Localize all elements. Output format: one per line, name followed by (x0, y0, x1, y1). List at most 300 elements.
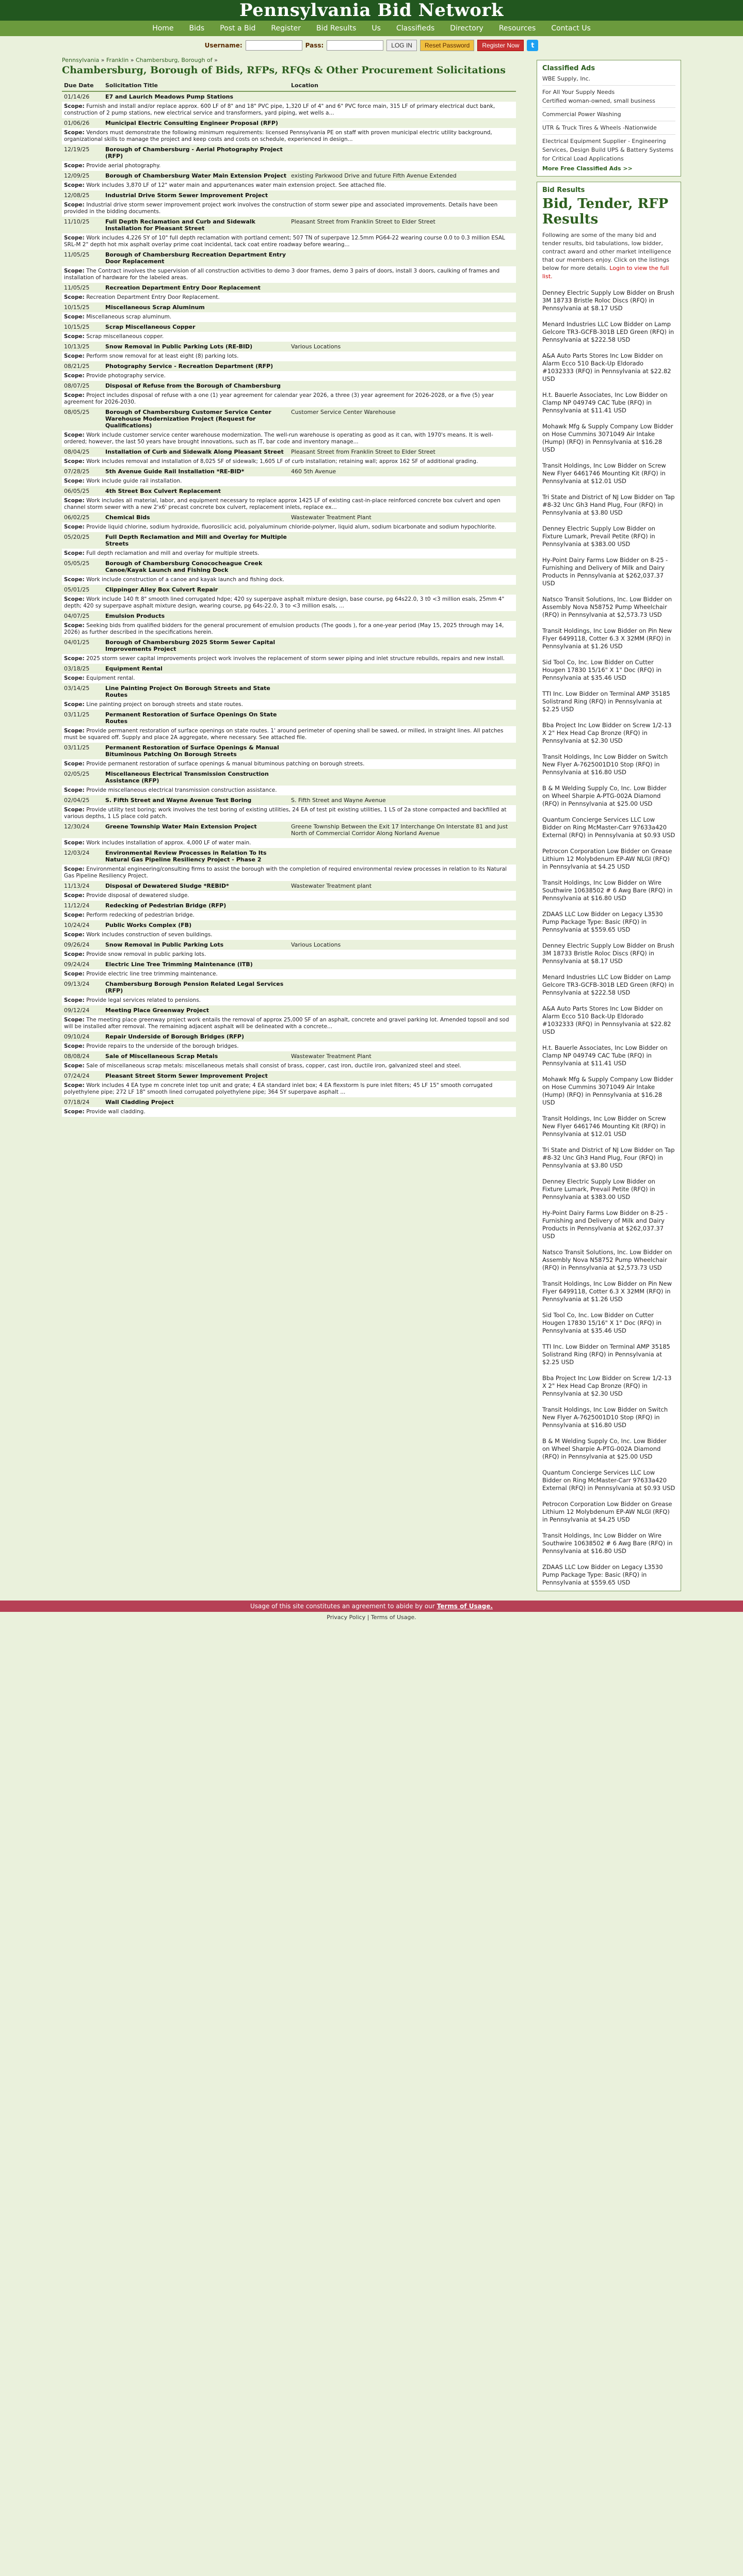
classified-ads-title[interactable]: Classified Ads (542, 65, 595, 72)
scope-row (62, 621, 516, 637)
scope-cell (62, 910, 516, 920)
scope-row (62, 293, 516, 302)
solicitation-title-link[interactable]: Miscellaneous Scrap Aluminum (105, 304, 205, 311)
solicitation-title-cell (103, 901, 289, 910)
bid-result-entry[interactable]: Tri State and District of NJ Low Bidder on Tap #8-32 Unc Gh3 Hand Plug, Four (RFQ) in Pennsylvania at $3.80 USD (542, 493, 675, 516)
bid-result-entry[interactable]: Natsco Transit Solutions, Inc. Low Bidder on Assembly Nova N58752 Pump Wheelchair (RFQ) in Pennsylvania at $2,573.73 USD (542, 1249, 672, 1271)
table-row (62, 91, 516, 102)
bid-result-entry[interactable]: H.t. Bauerle Associates, Inc Low Bidder on Clamp NP 049749 CAC Tube (RFQ) in Pennsylvania at $11.41 USD (542, 1044, 668, 1067)
site-title[interactable]: Pennsylvania Bid Network (239, 0, 504, 21)
classified-ad-item[interactable]: Commercial Power Washing (542, 111, 621, 118)
scope-label: Scope: (64, 675, 85, 681)
scope-row (62, 266, 516, 283)
solicitation-title-link[interactable]: Photography Service - Recreation Department (RFP) (105, 363, 273, 370)
solicitation-title-link[interactable]: Borough of Chambersburg Customer Service Center Warehouse Modernization Project (Request for Qualifications) (105, 409, 271, 429)
scope-text: Vendors must demonstrate the following minimum requirements: licensed Pennsylvania PE on staff with proven municipal electric utility background, organizational skills to manage the project and keep costs and costs on schedule, experienced in design... (64, 130, 492, 142)
scope-row (62, 786, 516, 795)
site-header (0, 0, 743, 21)
solicitation-title-link[interactable]: Borough of Chambersburg 2025 Storm Sewer Capital Improvements Project (105, 639, 276, 652)
solicitation-title-link[interactable]: Full Depth Reclamation and Mill and Overlay for Multiple Streets (105, 534, 287, 547)
bid-result-entry[interactable]: Denney Electric Supply Low Bidder on Fixture Lumark, Prevail Petite (RFQ) in Pennsylvania at $383.00 USD (542, 525, 655, 548)
scope-cell (62, 522, 516, 532)
bid-result-entry[interactable]: Transit Holdings, Inc Low Bidder on Switch New Flyer A-7625001D10 Stop (RFQ) in Pennsylvania at $16.80 USD (542, 1406, 668, 1429)
scope-label: Scope: (64, 1043, 85, 1049)
scope-label: Scope: (64, 130, 85, 136)
table-row (62, 743, 516, 759)
solicitation-title-link[interactable]: Repair Underside of Borough Bridges (RFP) (105, 1033, 244, 1040)
solicitation-title-link[interactable]: Meeting Place Greenway Project (105, 1007, 209, 1014)
scope-label: Scope: (64, 103, 85, 109)
more-classifieds-link[interactable]: More Free Classified Ads >> (542, 165, 633, 172)
scope-text: Recreation Department Entry Door Replacement. (86, 294, 220, 300)
solicitation-title-cell (103, 1051, 289, 1061)
due-date: 03/14/25 (62, 683, 103, 700)
solicitation-title-link[interactable]: S. Fifth Street and Wayne Avenue Test Boring (105, 797, 252, 804)
scope-cell (62, 700, 516, 710)
nav-item-post-a-bid[interactable]: Post a Bid (220, 24, 256, 33)
scope-text: Sale of miscellaneous scrap metals: miscellaneous metals shall consist of brass, copper, cast iron, ductile iron, galvanized steel and steel. (86, 1063, 461, 1069)
scope-cell (62, 674, 516, 683)
solicitation-title-link[interactable]: Snow Removal in Public Parking Lots (105, 941, 224, 948)
solicitation-title-cell (103, 361, 289, 371)
scope-text: Scrap miscellaneous copper. (86, 333, 164, 340)
scope-label: Scope: (64, 892, 85, 899)
scope-label: Scope: (64, 951, 85, 957)
due-date: 02/04/25 (62, 795, 103, 805)
solicitations-table (62, 80, 516, 1117)
bid-result-entry[interactable]: Mohawk Mfg & Supply Company Low Bidder on Hose Cummins 3071049 Air Intake (Hump) (RFQ) in Pennsylvania at $16.28 USD (542, 1076, 673, 1106)
location (289, 145, 516, 161)
location (289, 1071, 516, 1081)
bid-result-entry[interactable]: ZDAAS LLC Low Bidder on Legacy L3530 Pump Package Type: Basic (RFQ) in Pennsylvania at $559.65 USD (542, 910, 663, 933)
scope-text: 2025 storm sewer capital improvements project work involves the replacement of storm sewer piping and inlet structure rebuilds, repairs and new install. (86, 655, 505, 662)
solicitation-title-link[interactable]: Full Depth Reclamation and Curb and Sidewalk Installation for Pleasant Street (105, 218, 255, 232)
scope-row (62, 430, 516, 447)
solicitation-title-link[interactable]: Borough of Chambersburg Water Main Extension Project (105, 172, 287, 179)
table-row (62, 848, 516, 865)
solicitation-title-link[interactable]: Electric Line Tree Trimming Maintenance (ITB) (105, 961, 253, 968)
solicitation-title-link[interactable]: Sale of Miscellaneous Scrap Metals (105, 1053, 218, 1060)
scope-cell (62, 293, 516, 302)
solicitation-title-cell (103, 558, 289, 575)
scope-label: Scope: (64, 971, 85, 977)
bid-result-entry[interactable]: Transit Holdings, Inc Low Bidder on Wire Southwire 10638502 # 6 Awg Bare (RFQ) in Pennsylvania at $16.80 USD (542, 879, 673, 902)
privacy-policy-link[interactable]: Privacy Policy (327, 1614, 366, 1621)
login-button[interactable]: LOG IN (386, 40, 417, 51)
location: Pleasant Street from Franklin Street to Elder Street (289, 217, 516, 233)
bid-result-entry[interactable]: Hy-Point Dairy Farms Low Bidder on 8-25 - Furnishing and Delivery of Milk and Dairy Products in Pennsylvania at $262,037.37 USD (542, 1209, 668, 1240)
footer-links (0, 1612, 743, 1623)
table-row (62, 342, 516, 351)
location (289, 118, 516, 128)
scope-label: Scope: (64, 478, 85, 484)
scope-cell (62, 312, 516, 322)
solicitation-title-link[interactable]: Chemical Bids (105, 514, 150, 521)
solicitation-title-link[interactable]: Emulsion Products (105, 613, 165, 619)
location (289, 1097, 516, 1107)
scope-text: The meeting place greenway project work entails the removal of approx 25,000 SF of an asphalt, concrete and gravel parking lot. Amended topsoil and sod will be installed after removal. The remaining adjacent asphalt will be delineated with a concrete... (64, 1017, 509, 1030)
bid-result-entry[interactable]: H.t. Bauerle Associates, Inc Low Bidder on Clamp NP 049749 CAC Tube (RFQ) in Pennsylvania at $11.41 USD (542, 391, 668, 414)
breadcrumb-agency[interactable]: Chambersburg, Borough of (135, 57, 213, 63)
breadcrumb: Pennsylvania » Franklin » Chambersburg, Borough of » (62, 57, 218, 63)
scope-cell (62, 805, 516, 822)
column-header-title: Solicitation Title (103, 80, 289, 91)
solicitation-title-link[interactable]: Municipal Electric Consulting Engineer Proposal (RFP) (105, 120, 278, 126)
bid-result-entry[interactable]: Sid Tool Co, Inc. Low Bidder on Cutter Hougen 17830 15/16" X 1" Doc (RFQ) in Pennsylvania at $35.46 USD (542, 1311, 662, 1334)
scope-label: Scope: (64, 163, 85, 169)
table-row (62, 532, 516, 549)
footer-usage-bar (0, 1601, 743, 1612)
bid-result-entry[interactable]: Transit Holdings, Inc Low Bidder on Pin New Flyer 6499118, Cotter 6.3 X 32MM (RFQ) in Pennsylvania at $1.26 USD (542, 627, 672, 650)
scope-row (62, 969, 516, 979)
scope-cell (62, 200, 516, 217)
bid-result-entry[interactable]: Quantum Concierge Services LLC Low Bidder on Ring McMaster-Carr 97633a420 External (RFQ) in Pennsylvania at $0.93 USD (542, 1469, 675, 1492)
scope-cell (62, 351, 516, 361)
bid-result-entry[interactable]: Bba Project Inc Low Bidder on Screw 1/2-13 X 2" Hex Head Cap Bronze (RFQ) in Pennsylvania at $2.30 USD (542, 722, 672, 744)
due-date: 08/21/25 (62, 361, 103, 371)
location (289, 979, 516, 996)
solicitation-title-cell (103, 447, 289, 457)
table-row (62, 283, 516, 293)
bid-result-entry[interactable]: Hy-Point Dairy Farms Low Bidder on 8-25 - Furnishing and Delivery of Milk and Dairy Products in Pennsylvania at $262,037.37 USD (542, 556, 668, 587)
bid-result-entry[interactable]: Petrocon Corporation Low Bidder on Grease Lithium 12 Molybdenum EP-AW NLGI (RFQ) in Pennsylvania at $4.25 USD (542, 1500, 672, 1523)
table-row (62, 322, 516, 332)
scope-cell (62, 496, 516, 513)
reset-password-button[interactable]: Reset Password (420, 40, 474, 51)
bid-result-entry[interactable]: Transit Holdings, Inc Low Bidder on Screw New Flyer 6461746 Mounting Kit (RFQ) in Pennsylvania at $12.01 USD (542, 462, 666, 485)
solicitation-title-cell (103, 145, 289, 161)
breadcrumb-state[interactable]: Pennsylvania (62, 57, 100, 63)
scope-text: Provide liquid chlorine, sodium hydroxide, fluorosilicic acid, polyaluminum chloride-polymer, liquid alum, sodium bicarbonate and sodium hypochlorite. (86, 524, 496, 530)
location (289, 361, 516, 371)
scope-cell (62, 266, 516, 283)
scope-label: Scope: (64, 392, 85, 398)
due-date: 10/24/24 (62, 920, 103, 930)
solicitation-title-link[interactable]: Scrap Miscellaneous Copper (105, 324, 196, 330)
solicitation-title-link[interactable]: Borough of Chambersburg Recreation Department Entry Door Replacement (105, 251, 286, 265)
solicitation-title-link[interactable]: Installation of Curb and Sidewalk Along Pleasant Street (105, 449, 284, 455)
scope-text: Provide photography service. (86, 373, 166, 379)
scope-row (62, 391, 516, 407)
scope-row (62, 351, 516, 361)
solicitation-title-link[interactable]: E7 and Laurich Meadows Pump Stations (105, 93, 234, 100)
solicitation-title-link[interactable]: Redecking of Pedestrian Bridge (RFP) (105, 902, 227, 909)
table-row (62, 683, 516, 700)
location (289, 190, 516, 200)
scope-cell (62, 575, 516, 585)
scope-row (62, 838, 516, 848)
scope-text: Work includes construction of seven buildings. (86, 932, 213, 938)
breadcrumb-county[interactable]: Franklin (106, 57, 129, 63)
divider (542, 85, 675, 86)
scope-text: Provide permanent restoration of surface openings & manual bituminous patching on borough streets. (86, 761, 365, 767)
username-label: Username: (204, 42, 243, 49)
due-date: 04/07/25 (62, 611, 103, 621)
scope-text: Miscellaneous scrap aluminum. (86, 314, 172, 320)
table-row (62, 920, 516, 930)
scope-row (62, 700, 516, 710)
scope-label: Scope: (64, 622, 85, 629)
due-date: 09/10/24 (62, 1032, 103, 1042)
nav-item-bids[interactable]: Bids (189, 24, 205, 33)
scope-text: Work includes all material, labor, and equipment necessary to replace approx 1425 LF of existing cast-in-place reinforced concrete box culvert and open channel storm sewer with a new 2'x6' precast concrete box culvert, replacement inlets, replace ex... (64, 498, 500, 510)
bid-result-entry[interactable]: Transit Holdings, Inc Low Bidder on Wire Southwire 10638502 # 6 Awg Bare (RFQ) in Pennsylvania at $16.80 USD (542, 1532, 673, 1555)
due-date: 05/01/25 (62, 585, 103, 595)
solicitation-title-link[interactable]: 4th Street Box Culvert Replacement (105, 488, 221, 494)
column-header-due-date: Due Date (62, 80, 103, 91)
solicitation-title-cell (103, 407, 289, 430)
table-row (62, 1005, 516, 1015)
scope-text: Full depth reclamation and mill and overlay for multiple streets. (86, 550, 260, 556)
solicitation-title-cell (103, 611, 289, 621)
solicitation-title-link[interactable]: Permanent Restoration of Surface Openings & Manual Bituminous Patching On Borough Streets (105, 744, 279, 758)
nav-item-bid-results[interactable]: Bid Results (316, 24, 357, 33)
nav-item-us[interactable]: Us (372, 24, 381, 33)
bid-result-entry[interactable]: Tri State and District of NJ Low Bidder on Tap #8-32 Unc Gh3 Hand Plug, Four (RFQ) in Pennsylvania at $3.80 USD (542, 1146, 675, 1169)
bid-result-entry[interactable]: Transit Holdings, Inc Low Bidder on Pin New Flyer 6499118, Cotter 6.3 X 32MM (RFQ) in Pennsylvania at $1.26 USD (542, 1280, 672, 1303)
scope-cell (62, 1107, 516, 1117)
register-now-button[interactable]: Register Now (477, 40, 524, 51)
terms-of-usage-link[interactable]: Terms of Usage. (370, 1614, 416, 1621)
solicitation-title-cell (103, 743, 289, 759)
classified-ad-item[interactable]: Electrical Equipment Supplier - Engineering Services, Design Build UPS & Battery Systems for Critical Load Applications (542, 138, 674, 162)
classified-ad-item[interactable]: WBE Supply, Inc. (542, 75, 591, 82)
footer-separator: | (367, 1614, 369, 1621)
bid-result-entry[interactable]: A&A Auto Parts Stores Inc Low Bidder on Alarm Ecco 510 Back-Up Eldorado #1032333 (RFQ) in Pennsylvania at $22.82 USD (542, 352, 671, 382)
scope-cell (62, 181, 516, 190)
scope-cell (62, 476, 516, 486)
divider (542, 134, 675, 135)
classified-ad-item[interactable]: For All Your Supply Needs (542, 89, 615, 95)
solicitation-title-cell (103, 171, 289, 181)
location: Pleasant Street from Franklin Street to Elder Street (289, 447, 516, 457)
scope-row (62, 496, 516, 513)
bid-result-entry[interactable]: Denney Electric Supply Low Bidder on Brush 3M 18733 Bristle Roloc Discs (RFQ) in Pennsylvania at $8.17 USD (542, 289, 674, 312)
password-input[interactable] (327, 40, 383, 51)
solicitation-title-link[interactable]: Equipment Rental (105, 665, 163, 672)
solicitation-title-link[interactable]: Environmental Review Processes in Relation To Its Natural Gas Pipeline Resiliency Project - Phase 2 (105, 850, 267, 863)
scope-cell (62, 726, 516, 743)
scope-label: Scope: (64, 550, 85, 556)
bid-result-entry[interactable]: Menard Industries LLC Low Bidder on Lamp Gelcore TR3-GCFB-301B LED Green (RFQ) in Pennsylvania at $222.58 USD (542, 321, 674, 343)
bid-result-entry[interactable]: Bba Project Inc Low Bidder on Screw 1/2-13 X 2" Hex Head Cap Bronze (RFQ) in Pennsylvania at $2.30 USD (542, 1374, 672, 1397)
scope-row (62, 128, 516, 145)
nav-item-register[interactable]: Register (271, 24, 301, 33)
solicitation-title-link[interactable]: Permanent Restoration of Surface Openings On State Routes (105, 711, 277, 725)
divider (542, 107, 675, 108)
due-date: 02/05/25 (62, 769, 103, 786)
solicitation-title-link[interactable]: Miscellaneous Electrical Transmission Construction Assistance (RFP) (105, 771, 269, 784)
nav-item-directory[interactable]: Directory (450, 24, 483, 33)
solicitation-title-link[interactable]: Greene Township Water Main Extension Project (105, 823, 257, 830)
location (289, 683, 516, 700)
due-date: 12/08/25 (62, 190, 103, 200)
due-date: 03/11/25 (62, 743, 103, 759)
login-full-list-link[interactable]: Login to view the full list. (542, 265, 669, 280)
solicitation-title-link[interactable]: Recreation Department Entry Door Replacement (105, 284, 261, 291)
bid-result-entry[interactable]: Sid Tool Co, Inc. Low Bidder on Cutter Hougen 17830 15/16" X 1" Doc (RFQ) in Pennsylvania at $35.46 USD (542, 659, 662, 681)
scope-cell (62, 161, 516, 171)
bid-result-entry[interactable]: ZDAAS LLC Low Bidder on Legacy L3530 Pump Package Type: Basic (RFQ) in Pennsylvania at $559.65 USD (542, 1563, 663, 1586)
due-date: 08/05/25 (62, 407, 103, 430)
table-row (62, 637, 516, 654)
scope-cell (62, 786, 516, 795)
solicitation-title-cell (103, 91, 289, 102)
nav-item-resources[interactable]: Resources (498, 24, 536, 33)
classified-ad-item[interactable]: Certified woman-owned, small business (542, 98, 656, 104)
scope-row (62, 950, 516, 959)
table-row (62, 881, 516, 891)
bid-result-entry[interactable]: Quantum Concierge Services LLC Low Bidder on Ring McMaster-Carr 97633a420 External (RFQ) in Pennsylvania at $0.93 USD (542, 816, 675, 839)
scope-text: Provide miscellaneous electrical transmission construction assistance. (86, 787, 277, 793)
solicitation-title-link[interactable]: Wall Cladding Project (105, 1099, 174, 1106)
table-row (62, 1051, 516, 1061)
scope-label: Scope: (64, 932, 85, 938)
footer (0, 1601, 743, 1623)
scope-text: Work includes removal and installation of 8,025 SF of sidewalk; 1,605 LF of curb installation; retaining wall; approx 162 SF of additional grading. (86, 458, 478, 465)
due-date: 09/12/24 (62, 1005, 103, 1015)
due-date: 07/24/24 (62, 1071, 103, 1081)
nav-item-classifieds[interactable]: Classifieds (396, 24, 435, 33)
scope-text: Work include customer service center warehouse modernization. The well-run warehouse is operating as good as it can, with 1970's means. It is well-ordered; however, the last 50 years have brought innovations, such as IT, bar code and inventory manage... (64, 432, 493, 445)
scope-text: Provide utility test boring; work involves the test boring of existing utilities, 24 EA of test pit existing utilities, 1 LS of 2a stone compacted and backfilled at various depths, 1 LS place cold patch. (64, 807, 507, 820)
bid-result-entry[interactable]: Denney Electric Supply Low Bidder on Brush 3M 18733 Bristle Roloc Discs (RFQ) in Pennsylvania at $8.17 USD (542, 942, 674, 965)
table-row (62, 250, 516, 266)
scope-label: Scope: (64, 577, 85, 583)
table-row (62, 710, 516, 726)
scope-cell (62, 759, 516, 769)
solicitation-title-link[interactable]: Clippinger Alley Box Culvert Repair (105, 586, 218, 593)
scope-label: Scope: (64, 1082, 85, 1089)
column-header-location: Location (289, 80, 516, 91)
scope-label: Scope: (64, 807, 85, 813)
table-row (62, 467, 516, 476)
location (289, 769, 516, 786)
scope-row (62, 522, 516, 532)
scope-label: Scope: (64, 1017, 85, 1023)
scope-text: Work includes 3,870 LF of 12" water main and appurtenances water main extension project. See attached file. (86, 182, 386, 188)
solicitation-title-link[interactable]: Public Works Complex (FB) (105, 922, 192, 929)
solicitation-title-link[interactable]: Borough of Chambersburg Conococheague Creek Canoe/Kayak Launch and Fishing Dock (105, 560, 263, 573)
bid-result-entry[interactable]: Petrocon Corporation Low Bidder on Grease Lithium 12 Molybdenum EP-AW NLGI (RFQ) in Pennsylvania at $4.25 USD (542, 847, 672, 870)
bid-result-entry[interactable]: Transit Holdings, Inc Low Bidder on Switch New Flyer A-7625001D10 Stop (RFQ) in Pennsylvania at $16.80 USD (542, 753, 668, 776)
location (289, 637, 516, 654)
username-input[interactable] (246, 40, 302, 51)
table-row (62, 513, 516, 522)
sidebar (537, 55, 681, 1591)
solicitation-title-cell (103, 532, 289, 549)
scope-label: Scope: (64, 498, 85, 504)
scope-label: Scope: (64, 202, 85, 208)
scope-row (62, 654, 516, 664)
table-row (62, 795, 516, 805)
bid-result-entry[interactable]: B & M Welding Supply Co, Inc. Low Bidder on Wheel Sharpie A-PTG-002A Diamond (RFQ) in Pennsylvania at $25.00 USD (542, 1437, 667, 1460)
bid-result-entry[interactable]: B & M Welding Supply Co, Inc. Low Bidder on Wheel Sharpie A-PTG-002A Diamond (RFQ) in Pennsylvania at $25.00 USD (542, 785, 667, 807)
location: existing Parkwood Drive and future Fifth Avenue Extended (289, 171, 516, 181)
bid-result-entry[interactable]: Menard Industries LLC Low Bidder on Lamp Gelcore TR3-GCFB-301B LED Green (RFQ) in Pennsylvania at $222.58 USD (542, 973, 674, 996)
scope-text: Seeking bids from qualified bidders for the general procurement of emulsion products (The goods ), for a one-year period (May 15, 2025 through may 14, 2026) as further described in the specifications herein. (64, 622, 504, 635)
scope-cell (62, 332, 516, 342)
solicitation-title-cell (103, 769, 289, 786)
solicitation-title-link[interactable]: Industrial Drive Storm Sewer Improvement Project (105, 192, 268, 199)
solicitation-title-link[interactable]: Borough of Chambersburg - Aerial Photography Project (RFP) (105, 146, 283, 159)
bid-result-entry[interactable]: TTI Inc. Low Bidder on Terminal AMP 35185 Solistrand Ring (RFQ) in Pennsylvania at $2.25 USD (542, 1343, 670, 1366)
solicitation-title-link[interactable]: Line Painting Project On Borough Streets and State Routes (105, 685, 270, 698)
scope-cell (62, 1081, 516, 1097)
location: Various Locations (289, 342, 516, 351)
nav-item-home[interactable]: Home (152, 24, 174, 33)
solicitation-title-link[interactable]: Disposal of Dewatered Sludge *REBID* (105, 883, 229, 889)
twitter-icon[interactable]: t (527, 40, 538, 51)
solicitation-title-cell (103, 283, 289, 293)
location: Wastewater Treatment Plant (289, 1051, 516, 1061)
scope-row (62, 1042, 516, 1051)
table-row (62, 1097, 516, 1107)
solicitation-title-link[interactable]: Snow Removal in Public Parking Lots (RE-BID) (105, 343, 253, 350)
bid-result-entry[interactable]: Transit Holdings, Inc Low Bidder on Screw New Flyer 6461746 Mounting Kit (RFQ) in Pennsylvania at $12.01 USD (542, 1115, 666, 1138)
solicitation-title-link[interactable]: Disposal of Refuse from the Borough of Chambersburg (105, 382, 281, 389)
login-bar (0, 36, 743, 55)
solicitation-title-link[interactable]: 5th Avenue Guide Rail Installation *RE-BID* (105, 468, 245, 475)
due-date: 06/05/25 (62, 486, 103, 496)
scope-text: Work include guide rail installation. (86, 478, 182, 484)
scope-label: Scope: (64, 655, 85, 662)
due-date: 11/05/25 (62, 283, 103, 293)
scope-label: Scope: (64, 1109, 85, 1115)
solicitation-title-link[interactable]: Chambersburg Borough Pension Related Legal Services (RFP) (105, 981, 284, 994)
solicitation-title-cell (103, 1071, 289, 1081)
bid-result-entry[interactable]: Mohawk Mfg & Supply Company Low Bidder on Hose Cummins 3071049 Air Intake (Hump) (RFQ) in Pennsylvania at $16.28 USD (542, 423, 673, 453)
solicitation-title-cell (103, 118, 289, 128)
scope-row (62, 674, 516, 683)
scope-cell (62, 371, 516, 381)
scope-text: Provide permanent restoration of surface openings on state routes. 1' around perimeter of opening shall be sawed, or milled, in straight lines. All patches must be squared off. Supply and place 2A aggregate, where necessary. See attached file. (64, 728, 504, 741)
footer-terms-link[interactable]: Terms of Usage. (437, 1603, 493, 1610)
scope-row (62, 930, 516, 940)
table-row (62, 361, 516, 371)
scope-cell (62, 969, 516, 979)
scope-label: Scope: (64, 997, 85, 1003)
scope-cell (62, 102, 516, 118)
bid-result-entry[interactable]: A&A Auto Parts Stores Inc Low Bidder on Alarm Ecco 510 Back-Up Eldorado #1032333 (RFQ) in Pennsylvania at $22.82 USD (542, 1005, 671, 1035)
bid-result-entry[interactable]: Denney Electric Supply Low Bidder on Fixture Lumark, Prevail Petite (RFQ) in Pennsylvania at $383.00 USD (542, 1178, 655, 1201)
classified-ad-item[interactable]: UTR & Truck Tires & Wheels -Nationwide (542, 124, 657, 131)
scope-row (62, 1015, 516, 1032)
due-date: 03/11/25 (62, 710, 103, 726)
location (289, 959, 516, 969)
scope-row (62, 865, 516, 881)
solicitation-title-cell (103, 302, 289, 312)
due-date: 06/02/25 (62, 513, 103, 522)
scope-label: Scope: (64, 235, 85, 241)
scope-row (62, 1081, 516, 1097)
scope-label: Scope: (64, 596, 85, 602)
scope-text: Project includes disposal of refuse with a one (1) year agreement for calendar year 2026, a three (3) year agreement for 2026-2028, or a five (5) year agreement for 2026-2030. (64, 392, 494, 405)
bid-result-entry[interactable]: Natsco Transit Solutions, Inc. Low Bidder on Assembly Nova N58752 Pump Wheelchair (RFQ) in Pennsylvania at $2,573.73 USD (542, 596, 672, 618)
scope-row (62, 910, 516, 920)
scope-row (62, 457, 516, 467)
scope-label: Scope: (64, 294, 85, 300)
due-date: 12/09/25 (62, 171, 103, 181)
scope-text: The Contract involves the supervision of all construction activities to demo 3 door frames, demo 3 pairs of doors, install 3 doors, caulking of frames and installation of hardware for the labeled areas. (64, 268, 500, 281)
bid-result-entry[interactable]: TTI Inc. Low Bidder on Terminal AMP 35185 Solistrand Ring (RFQ) in Pennsylvania at $2.25 USD (542, 690, 670, 713)
table-row (62, 769, 516, 786)
nav-item-contact-us[interactable]: Contact Us (551, 24, 591, 33)
scope-text: Work includes installation of approx. 4,000 LF of water main. (86, 840, 251, 846)
table-row (62, 959, 516, 969)
solicitation-title-link[interactable]: Pleasant Street Storm Sewer Improvement Project (105, 1073, 268, 1079)
location: Customer Service Center Warehouse (289, 407, 516, 430)
